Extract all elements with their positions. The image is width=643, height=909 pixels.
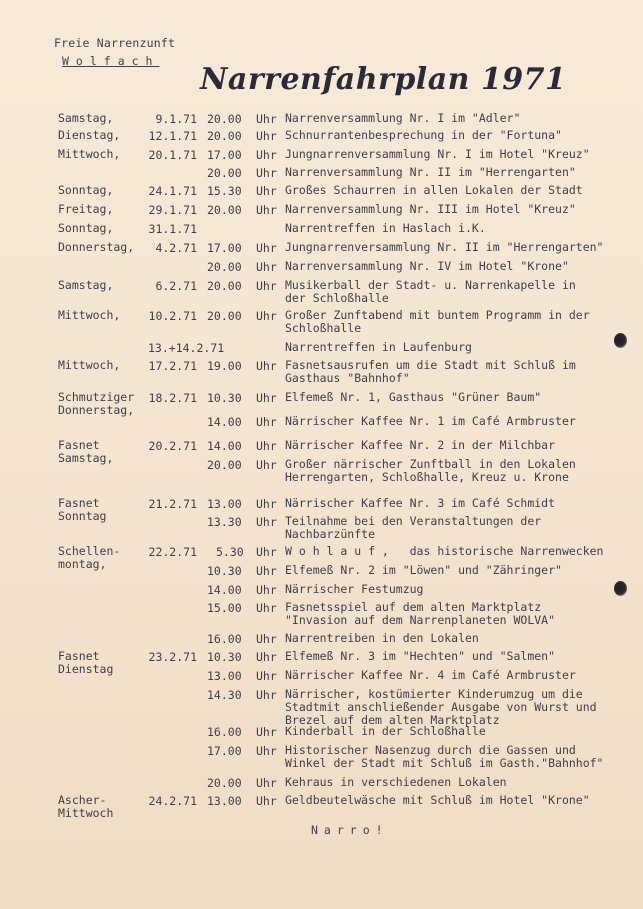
row-day: Samstag,: [58, 278, 114, 292]
row-description: Närrischer Kaffee Nr. 2 in der Milchbar: [285, 438, 556, 452]
row-time: 19.00: [207, 359, 242, 373]
row-time: 17.00: [207, 744, 242, 758]
row-date: 23.2.71: [148, 650, 197, 664]
row-uhr-label: Uhr: [256, 309, 277, 323]
row-time: 5.30: [216, 545, 244, 559]
row-description: Jungnarrenversammlung Nr. II im "Herrengarten": [285, 240, 604, 254]
row-day: Donnerstag,: [58, 240, 135, 254]
row-uhr-label: Uhr: [256, 545, 277, 559]
row-uhr-label: Uhr: [256, 415, 277, 429]
row-time: 20.00: [207, 309, 242, 323]
row-description: Narrentreffen in Laufenburg: [285, 340, 472, 354]
organization-name: Freie Narrenzunft: [54, 36, 176, 50]
row-description: Teilnahme bei den Veranstaltungen der Nachbarzünfte: [285, 514, 542, 541]
row-uhr-label: Uhr: [256, 112, 277, 126]
row-time: 10.30: [207, 650, 242, 664]
row-time: 16.00: [207, 725, 242, 739]
row-day: Mittwoch,: [58, 308, 121, 322]
row-date: 20.2.71: [148, 439, 197, 453]
row-time: 13.30: [207, 515, 242, 529]
row-description: Fasnetsausrufen um die Stadt mit Schluß im Gasthaus "Bahnhof": [285, 358, 576, 385]
row-date: 12.1.71: [148, 129, 197, 143]
row-day: Dienstag,: [58, 128, 121, 142]
row-time: 15.00: [207, 601, 242, 615]
row-uhr-label: Uhr: [256, 439, 277, 453]
row-day: Mittwoch,: [58, 358, 121, 372]
row-uhr-label: Uhr: [256, 241, 277, 255]
row-description: Elfemeß Nr. 1, Gasthaus "Grüner Baum": [285, 390, 542, 404]
row-description: Großer närrischer Zunftball in den Lokalen Herrengarten, Schloßhalle, Kreuz u. Krone: [285, 457, 576, 484]
row-uhr-label: Uhr: [256, 632, 277, 646]
row-date: 24.2.71: [148, 794, 197, 808]
row-description: Großes Schaurren in allen Lokalen der Stadt: [285, 183, 583, 197]
row-time: 10.30: [207, 564, 242, 578]
row-day: Fasnet Dienstag: [58, 649, 114, 676]
row-date: 18.2.71: [148, 391, 197, 405]
row-uhr-label: Uhr: [256, 203, 277, 217]
row-uhr-label: Uhr: [256, 794, 277, 808]
row-description: W o h l a u f , das historische Narrenwecken: [285, 544, 604, 558]
row-date: 21.2.71: [148, 497, 197, 511]
row-uhr-label: Uhr: [256, 776, 277, 790]
row-date: 22.2.71: [148, 545, 197, 559]
row-description: Historischer Nasenzug durch die Gassen und Winkel der Stadt mit Schluß im Gasth."Bahnhof": [285, 743, 604, 770]
row-date: 17.2.71: [148, 359, 197, 373]
row-description: Jungnarrenversammlung Nr. I im Hotel "Kreuz": [285, 147, 590, 161]
row-time: 20.00: [207, 458, 242, 472]
row-time: 14.30: [207, 688, 242, 702]
row-time: 13.00: [207, 669, 242, 683]
row-uhr-label: Uhr: [256, 564, 277, 578]
row-time: 14.00: [207, 415, 242, 429]
row-description: Fasnetsspiel auf dem alten Marktplatz "Invasion auf dem Narrenplaneten WOLVA": [285, 600, 556, 627]
row-date: 29.1.71: [148, 203, 197, 217]
row-uhr-label: Uhr: [256, 260, 277, 274]
row-time: 17.00: [207, 241, 242, 255]
row-description: Geldbeutelwäsche mit Schluß im Hotel "Krone": [285, 793, 590, 807]
page-title: Narrenfahrplan 1971: [200, 62, 567, 97]
row-day: Schellen- montag,: [58, 544, 121, 571]
row-date: 6.2.71: [155, 279, 197, 293]
row-time: 16.00: [207, 632, 242, 646]
row-day: Fasnet Samstag,: [58, 438, 114, 465]
punch-hole: [614, 581, 627, 596]
row-date: 10.2.71: [148, 309, 197, 323]
row-uhr-label: Uhr: [256, 391, 277, 405]
row-time: 13.00: [207, 497, 242, 511]
row-description: Narrenversammlung Nr. III im Hotel "Kreuz": [285, 202, 576, 216]
row-time: 20.00: [207, 112, 242, 126]
row-uhr-label: Uhr: [256, 650, 277, 664]
row-uhr-label: Uhr: [256, 279, 277, 293]
row-description: Närrischer, kostümierter Kinderumzug um die Stadtmit anschließender Ausgabe von Wurst und Brezel auf dem alten Marktplatz: [285, 687, 597, 727]
row-day: Mittwoch,: [58, 147, 121, 161]
row-description: Elfemeß Nr. 3 im "Hechten" und "Salmen": [285, 649, 556, 663]
row-uhr-label: Uhr: [256, 148, 277, 162]
row-time: 20.00: [207, 166, 242, 180]
row-time: 13.00: [207, 794, 242, 808]
row-description: Schnurrantenbesprechung in der "Fortuna": [285, 128, 562, 142]
row-uhr-label: Uhr: [256, 184, 277, 198]
row-time: 20.00: [207, 776, 242, 790]
row-description: Narrentreffen in Haslach i.K.: [285, 221, 486, 235]
row-time: 14.00: [207, 583, 242, 597]
row-description: Närrischer Kaffee Nr. 1 im Café Armbruster: [285, 414, 576, 428]
row-day: Schmutziger Donnerstag,: [58, 390, 135, 417]
row-description: Närrischer Festumzug: [285, 582, 424, 596]
row-date: 4.2.71: [155, 241, 197, 255]
row-time: 20.00: [207, 260, 242, 274]
closing-text: Narro!: [311, 823, 389, 837]
row-date: 24.1.71: [148, 184, 197, 198]
row-uhr-label: Uhr: [256, 744, 277, 758]
punch-hole: [614, 333, 627, 348]
row-day: Freitag,: [58, 202, 114, 216]
row-description: Narrenversammlung Nr. I im "Adler": [285, 111, 521, 125]
row-day: Samstag,: [58, 111, 114, 125]
row-time: 20.00: [207, 129, 242, 143]
row-date: 20.1.71: [148, 148, 197, 162]
row-uhr-label: Uhr: [256, 669, 277, 683]
row-time: 15.30: [207, 184, 242, 198]
organization-location: Wolfach: [62, 54, 160, 68]
row-description: Narrenversammlung Nr. IV im Hotel "Krone": [285, 259, 569, 273]
row-uhr-label: Uhr: [256, 458, 277, 472]
row-day: Fasnet Sonntag: [58, 496, 107, 523]
row-description: Narrenversammlung Nr. II im "Herrengarten": [285, 165, 576, 179]
row-description: Elfemeß Nr. 2 im "Löwen" und "Zähringer": [285, 563, 562, 577]
row-description: Musikerball der Stadt- u. Narrenkapelle in der Schloßhalle: [285, 278, 576, 305]
row-description: Kehraus in verschiedenen Lokalen: [285, 775, 507, 789]
row-description: Großer Zunftabend mit buntem Programm in der Schloßhalle: [285, 308, 590, 335]
row-uhr-label: Uhr: [256, 688, 277, 702]
row-day: Ascher- Mittwoch: [58, 793, 114, 820]
row-date: 13.+14.2.71: [148, 341, 225, 355]
row-uhr-label: Uhr: [256, 515, 277, 529]
row-description: Kinderball in der Schloßhalle: [285, 724, 486, 738]
row-time: 17.00: [207, 148, 242, 162]
row-date: 31.1.71: [148, 222, 197, 236]
row-description: Närrischer Kaffee Nr. 4 im Café Armbruster: [285, 668, 576, 682]
row-uhr-label: Uhr: [256, 583, 277, 597]
row-day: Sonntag,: [58, 221, 114, 235]
row-date: 9.1.71: [155, 112, 197, 126]
row-day: Sonntag,: [58, 183, 114, 197]
row-uhr-label: Uhr: [256, 359, 277, 373]
row-description: Narrentreiben in den Lokalen: [285, 631, 479, 645]
row-uhr-label: Uhr: [256, 497, 277, 511]
row-time: 20.00: [207, 279, 242, 293]
row-time: 20.00: [207, 203, 242, 217]
row-uhr-label: Uhr: [256, 725, 277, 739]
row-description: Närrischer Kaffee Nr. 3 im Café Schmidt: [285, 496, 556, 510]
row-uhr-label: Uhr: [256, 166, 277, 180]
row-uhr-label: Uhr: [256, 601, 277, 615]
row-time: 14.00: [207, 439, 242, 453]
row-time: 10.30: [207, 391, 242, 405]
row-uhr-label: Uhr: [256, 129, 277, 143]
